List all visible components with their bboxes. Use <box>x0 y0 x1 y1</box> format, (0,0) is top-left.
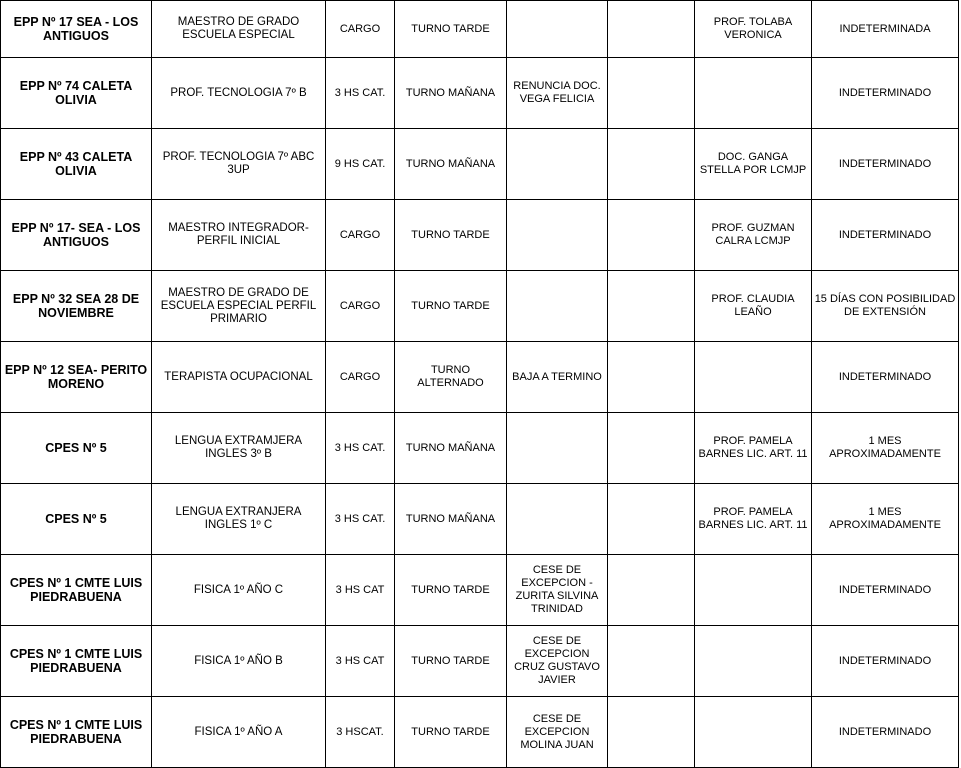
reason-cell <box>507 129 608 200</box>
role-cell: MAESTRO DE GRADO ESCUELA ESPECIAL <box>152 1 326 58</box>
replaced-teacher-cell: PROF. TOLABA VERONICA <box>695 1 812 58</box>
shift-cell: TURNO TARDE <box>395 1 507 58</box>
shift-cell: TURNO TARDE <box>395 271 507 342</box>
blank-cell <box>608 555 695 626</box>
reason-cell <box>507 200 608 271</box>
reason-cell: CESE DE EXCEPCION - ZURITA SILVINA TRINIDAD <box>507 555 608 626</box>
duration-cell: 1 MES APROXIMADAMENTE <box>812 413 959 484</box>
blank-cell <box>608 484 695 555</box>
hours-cell: 3 HS CAT. <box>326 413 395 484</box>
blank-cell <box>608 626 695 697</box>
table-row <box>1 1 959 58</box>
shift-cell: TURNO MAÑANA <box>395 484 507 555</box>
blank-cell <box>608 1 695 58</box>
shift-cell: TURNO MAÑANA <box>395 413 507 484</box>
duration-cell: 1 MES APROXIMADAMENTE <box>812 484 959 555</box>
shift-cell: TURNO MAÑANA <box>395 58 507 129</box>
role-cell: PROF. TECNOLOGIA 7º ABC 3UP <box>152 129 326 200</box>
table-row <box>1 697 959 768</box>
replaced-teacher-cell <box>695 626 812 697</box>
duration-cell: 15 DÍAS CON POSIBILIDAD DE EXTENSIÓN <box>812 271 959 342</box>
reason-cell: BAJA A TERMINO <box>507 342 608 413</box>
school-cell: EPP Nº 74 CALETA OLIVIA <box>1 58 152 129</box>
reason-cell: CESE DE EXCEPCION CRUZ GUSTAVO JAVIER <box>507 626 608 697</box>
replaced-teacher-cell: PROF. PAMELA BARNES LIC. ART. 11 <box>695 484 812 555</box>
shift-cell: TURNO ALTERNADO <box>395 342 507 413</box>
role-cell: FISICA 1º AÑO C <box>152 555 326 626</box>
hours-cell: CARGO <box>326 1 395 58</box>
role-cell: MAESTRO INTEGRADOR- PERFIL INICIAL <box>152 200 326 271</box>
role-cell: FISICA 1º AÑO A <box>152 697 326 768</box>
table-row <box>1 342 959 413</box>
reason-cell <box>507 484 608 555</box>
role-cell: TERAPISTA OCUPACIONAL <box>152 342 326 413</box>
duration-cell: INDETERMINADO <box>812 58 959 129</box>
reason-cell <box>507 1 608 58</box>
blank-cell <box>608 58 695 129</box>
school-cell: EPP Nº 43 CALETA OLIVIA <box>1 129 152 200</box>
blank-cell <box>608 271 695 342</box>
reason-cell: RENUNCIA DOC. VEGA FELICIA <box>507 58 608 129</box>
blank-cell <box>608 342 695 413</box>
blank-cell <box>608 413 695 484</box>
school-cell: EPP Nº 17 SEA - LOS ANTIGUOS <box>1 1 152 58</box>
hours-cell: CARGO <box>326 342 395 413</box>
hours-cell: 3 HS CAT. <box>326 484 395 555</box>
shift-cell: TURNO TARDE <box>395 200 507 271</box>
school-cell: CPES Nº 1 CMTE LUIS PIEDRABUENA <box>1 697 152 768</box>
duration-cell: INDETERMINADO <box>812 342 959 413</box>
school-cell: EPP Nº 17- SEA - LOS ANTIGUOS <box>1 200 152 271</box>
table-row <box>1 58 959 129</box>
duration-cell: INDETERMINADO <box>812 200 959 271</box>
hours-cell: 3 HS CAT <box>326 555 395 626</box>
shift-cell: TURNO TARDE <box>395 626 507 697</box>
blank-cell <box>608 200 695 271</box>
duration-cell: INDETERMINADO <box>812 555 959 626</box>
table-row <box>1 413 959 484</box>
duration-cell: INDETERMINADO <box>812 626 959 697</box>
duration-cell: INDETERMINADO <box>812 697 959 768</box>
table-row <box>1 555 959 626</box>
table-row <box>1 271 959 342</box>
table-row <box>1 626 959 697</box>
table-row <box>1 129 959 200</box>
hours-cell: 3 HS CAT. <box>326 58 395 129</box>
reason-cell: CESE DE EXCEPCION MOLINA JUAN <box>507 697 608 768</box>
hours-cell: CARGO <box>326 271 395 342</box>
replaced-teacher-cell: DOC. GANGA STELLA POR LCMJP <box>695 129 812 200</box>
school-cell: EPP Nº 32 SEA 28 DE NOVIEMBRE <box>1 271 152 342</box>
role-cell: PROF. TECNOLOGIA 7º B <box>152 58 326 129</box>
blank-cell <box>608 697 695 768</box>
replaced-teacher-cell: PROF. GUZMAN CALRA LCMJP <box>695 200 812 271</box>
replaced-teacher-cell <box>695 58 812 129</box>
role-cell: LENGUA EXTRANJERA INGLES 1º C <box>152 484 326 555</box>
hours-cell: 3 HS CAT <box>326 626 395 697</box>
replaced-teacher-cell <box>695 555 812 626</box>
reason-cell <box>507 413 608 484</box>
role-cell: LENGUA EXTRAMJERA INGLES 3º B <box>152 413 326 484</box>
replaced-teacher-cell: PROF. PAMELA BARNES LIC. ART. 11 <box>695 413 812 484</box>
role-cell: MAESTRO DE GRADO DE ESCUELA ESPECIAL PERFIL PRIMARIO <box>152 271 326 342</box>
shift-cell: TURNO TARDE <box>395 555 507 626</box>
replaced-teacher-cell: PROF. CLAUDIA LEAÑO <box>695 271 812 342</box>
hours-cell: 9 HS CAT. <box>326 129 395 200</box>
table-row <box>1 484 959 555</box>
hours-cell: 3 HSCAT. <box>326 697 395 768</box>
school-cell: CPES Nº 1 CMTE LUIS PIEDRABUENA <box>1 626 152 697</box>
reason-cell <box>507 271 608 342</box>
school-cell: CPES Nº 5 <box>1 484 152 555</box>
replaced-teacher-cell <box>695 342 812 413</box>
duration-cell: INDETERMINADO <box>812 129 959 200</box>
school-cell: EPP Nº 12 SEA- PERITO MORENO <box>1 342 152 413</box>
school-cell: CPES Nº 1 CMTE LUIS PIEDRABUENA <box>1 555 152 626</box>
table-body <box>1 1 959 768</box>
replaced-teacher-cell <box>695 697 812 768</box>
blank-cell <box>608 129 695 200</box>
duration-cell: INDETERMINADA <box>812 1 959 58</box>
shift-cell: TURNO TARDE <box>395 697 507 768</box>
role-cell: FISICA 1º AÑO B <box>152 626 326 697</box>
table-row <box>1 200 959 271</box>
school-cell: CPES Nº 5 <box>1 413 152 484</box>
shift-cell: TURNO MAÑANA <box>395 129 507 200</box>
hours-cell: CARGO <box>326 200 395 271</box>
